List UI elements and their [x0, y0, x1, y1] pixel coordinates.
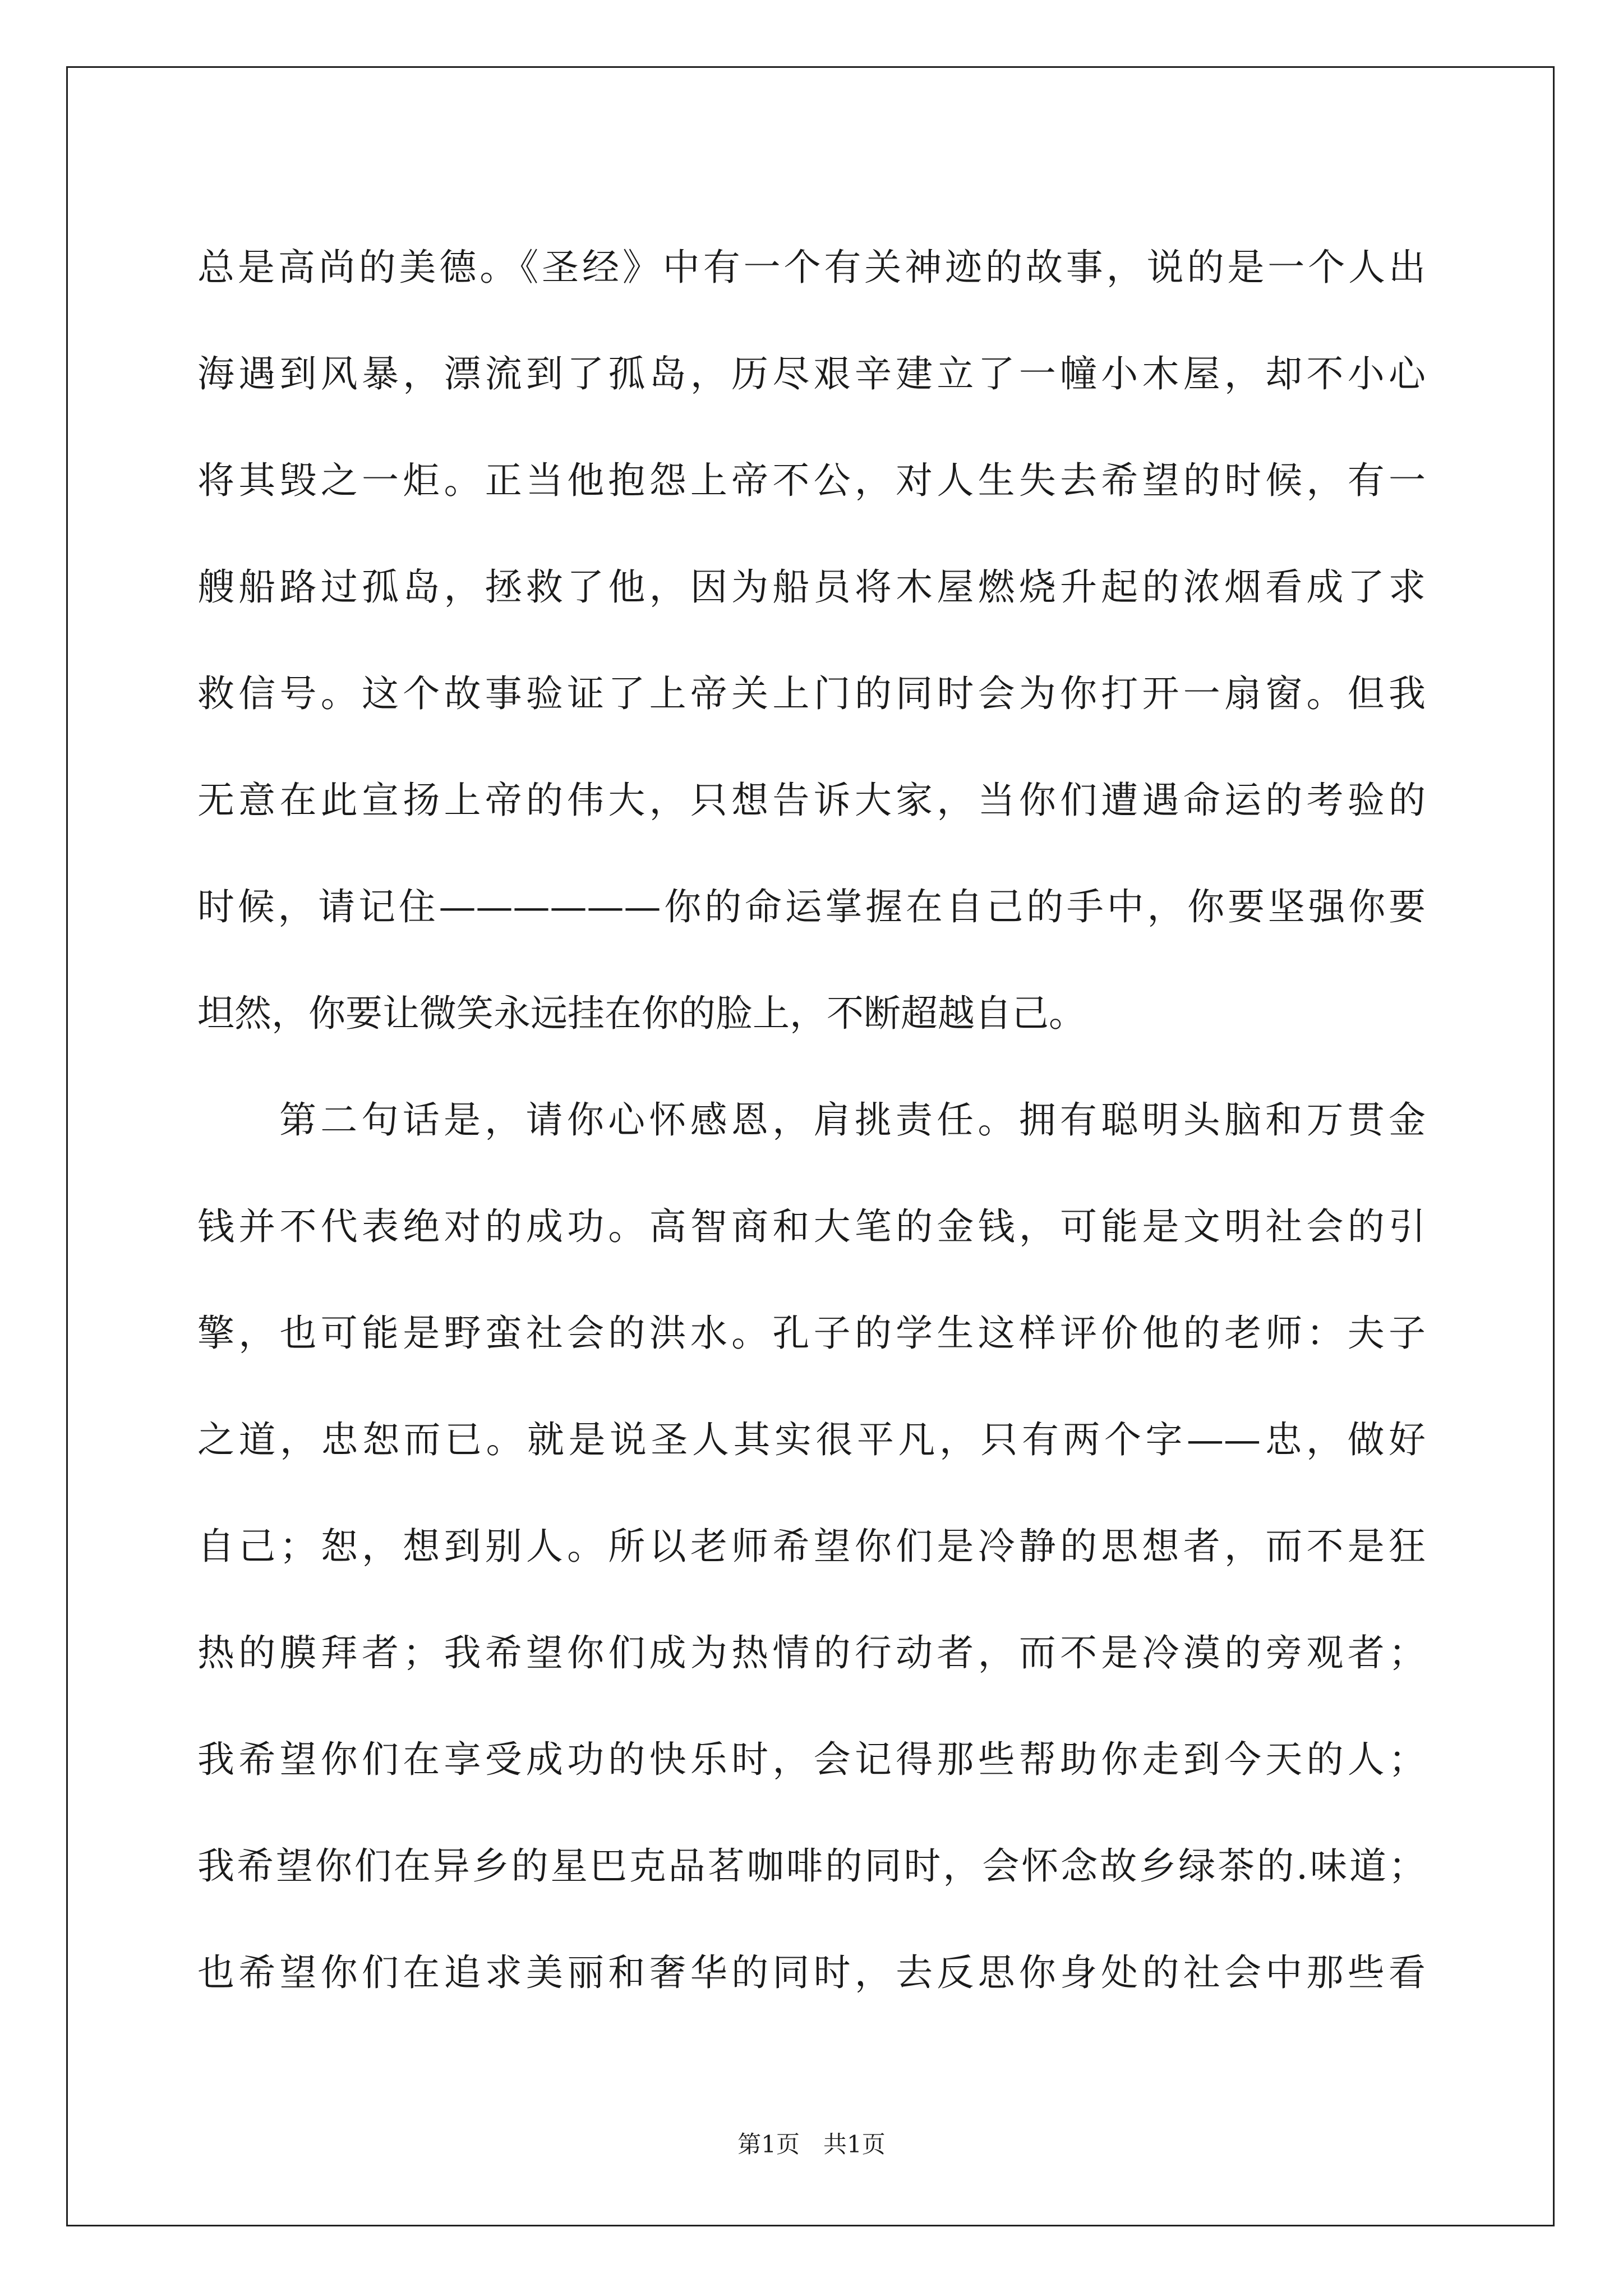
text-line: 坦然，你要让微笑永远挂在你的脸上，不断超越自己。 [197, 992, 1086, 1035]
text-line: 擎，也可能是野蛮社会的洪水。孔子的学生这样评价他的老师：夫子 [197, 1312, 1426, 1355]
text-line: 也希望你们在追求美丽和奢华的同时，去反思你身处的社会中那些看 [197, 1951, 1426, 1994]
text-line: 海遇到风暴，漂流到了孤岛，历尽艰辛建立了一幢小木屋，却不小心 [197, 352, 1426, 395]
text-line: 之道，忠恕而已。就是说圣人其实很平凡，只有两个字——忠，做好 [197, 1418, 1426, 1461]
text-line: 无意在此宣扬上帝的伟大，只想告诉大家，当你们遭遇命运的考验的 [197, 779, 1426, 822]
paragraph-start-line: 第二句话是，请你心怀感恩，肩挑责任。拥有聪明头脑和万贯金 [279, 1098, 1426, 1142]
text-line: 总是高尚的美德。《圣经》中有一个有关神迹的故事，说的是一个人出 [197, 246, 1426, 289]
text-line: 时候，请记住——————你的命运掌握在自己的手中，你要坚强你要 [197, 885, 1426, 928]
text-line: 自己；恕，想到别人。所以老师希望你们是冷静的思想者，而不是狂 [197, 1525, 1426, 1568]
text-line: 我希望你们在享受成功的快乐时，会记得那些帮助你走到今天的人； [197, 1738, 1426, 1781]
text-line: 将其毁之一炬。正当他抱怨上帝不公，对人生失去希望的时候，有一 [197, 459, 1426, 502]
text-line: 热的膜拜者；我希望你们成为热情的行动者，而不是冷漠的旁观者； [197, 1631, 1426, 1674]
text-line: 钱并不代表绝对的成功。高智商和大笔的金钱，可能是文明社会的引 [197, 1205, 1426, 1248]
page-number-footer: 第1页 共1页 [737, 2131, 886, 2158]
document-body [197, 214, 1426, 2026]
text-line: 我希望你们在异乡的星巴克品茗咖啡的同时，会怀念故乡绿茶的.味道； [197, 1844, 1426, 1888]
text-line: 救信号。这个故事验证了上帝关上门的同时会为你打开一扇窗。但我 [197, 672, 1426, 715]
text-line: 艘船路过孤岛，拯救了他，因为船员将木屋燃烧升起的浓烟看成了求 [197, 565, 1426, 609]
